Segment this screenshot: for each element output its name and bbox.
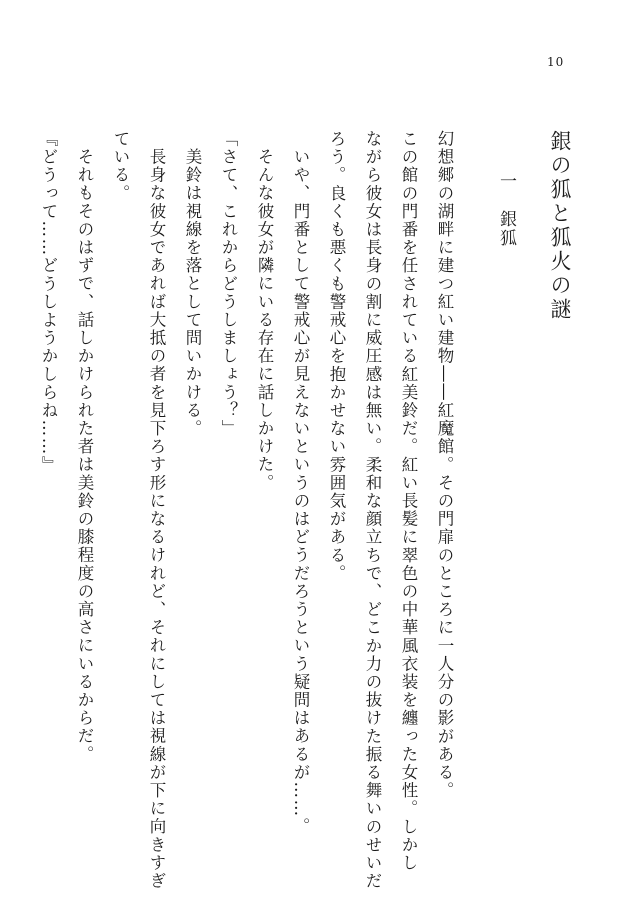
body-line: 長身な彼女であれば大抵の者を見下ろす形になるけれど、それにしては視線が下に向きすぎ bbox=[147, 148, 166, 891]
body-line: ろう。良くも悪くも警戒心を抱かせない雰囲気がある。 bbox=[327, 130, 346, 583]
body-line: ながら彼女は長身の割に威圧感は無い。柔和な顔立ちで、どこか力の抜けた振る舞いのせいだ bbox=[363, 130, 382, 891]
body-line: この館の門番を任されている紅美鈴だ。紅い長髪に翠色の中華風衣装を纏った女性。しかし bbox=[399, 130, 418, 873]
page-number: 10 bbox=[547, 55, 565, 69]
body-line: 「さて、これからどうしましょう？」 bbox=[219, 130, 238, 438]
body-line: それもそのはずで、話しかけられた者は美鈴の膝程度の高さにいるからだ。 bbox=[75, 148, 94, 764]
body-line: 美鈴は視線を落として問いかける。 bbox=[183, 148, 202, 438]
chapter-title: 銀の狐と狐火の謎 bbox=[548, 130, 572, 322]
body-line: 『どうって……どうしようかしらね……』 bbox=[39, 130, 58, 474]
body-line: ている。 bbox=[111, 130, 130, 203]
body-line: 幻想郷の湖畔に建つ紅い建物――紅魔館。その門扉のところに一人分の影がある。 bbox=[435, 130, 454, 800]
section-heading: 一 銀狐 bbox=[496, 172, 516, 248]
body-line: そんな彼女が隣にいる存在に話しかけた。 bbox=[255, 148, 274, 492]
body-line: いや、門番として警戒心が見えないというのはどうだろうという疑問はあるが……。 bbox=[291, 148, 310, 836]
